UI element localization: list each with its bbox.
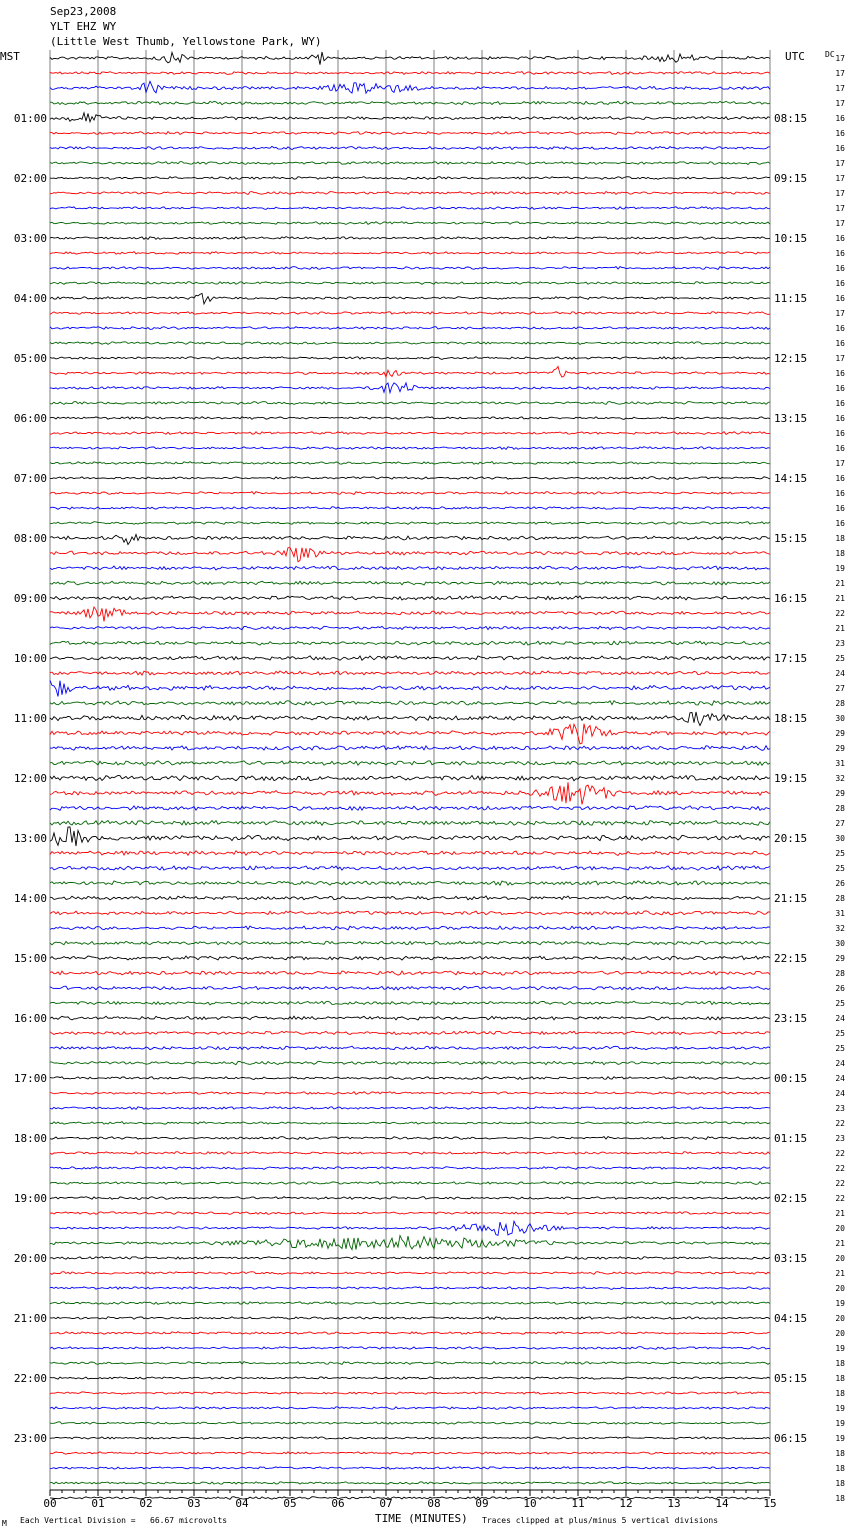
mst-label-18:00: 18:00 xyxy=(13,1132,47,1145)
trace-22 xyxy=(50,383,770,393)
dc-offset-12: 16 xyxy=(835,234,845,243)
utc-label-18:15: 18:15 xyxy=(774,712,808,725)
utc-label-12:15: 12:15 xyxy=(774,352,808,365)
trace-21 xyxy=(50,367,770,378)
trace-8 xyxy=(50,177,770,180)
dc-offset-34: 19 xyxy=(835,564,845,573)
trace-52 xyxy=(50,827,770,846)
trace-7 xyxy=(50,162,770,165)
mst-label-22:00: 22:00 xyxy=(13,1372,47,1385)
trace-67 xyxy=(50,1061,770,1064)
dc-offset-46: 29 xyxy=(835,744,845,753)
mst-label-13:00: 13:00 xyxy=(13,832,47,845)
dc-offset-81: 21 xyxy=(835,1269,845,1278)
trace-96 xyxy=(50,1497,770,1500)
dc-offset-28: 16 xyxy=(835,474,845,483)
trace-81 xyxy=(50,1272,770,1275)
trace-4 xyxy=(50,113,770,122)
dc-offset-37: 22 xyxy=(835,609,845,618)
dc-offset-19: 16 xyxy=(835,339,845,348)
utc-label-01:15: 01:15 xyxy=(774,1132,808,1145)
x-tick-label-03: 03 xyxy=(187,1497,201,1510)
dc-offset-27: 17 xyxy=(835,459,845,468)
trace-2 xyxy=(50,81,770,93)
dc-offset-2: 17 xyxy=(835,84,845,93)
x-tick-label-00: 00 xyxy=(43,1497,57,1510)
dc-offset-84: 20 xyxy=(835,1314,845,1323)
dc-offset-61: 28 xyxy=(835,969,845,978)
dc-offset-23: 16 xyxy=(835,399,845,408)
left-timezone-label: MST xyxy=(0,50,20,63)
dc-offset-55: 26 xyxy=(835,879,845,888)
mst-label-01:00: 01:00 xyxy=(13,112,47,125)
utc-label-10:15: 10:15 xyxy=(774,232,808,245)
dc-offset-20: 17 xyxy=(835,354,845,363)
dc-offset-82: 20 xyxy=(835,1284,845,1293)
station-location: (Little West Thumb, Yellowstone Park, WY) xyxy=(50,35,322,48)
dc-offset-18: 16 xyxy=(835,324,845,333)
trace-18 xyxy=(50,327,770,330)
trace-27 xyxy=(50,462,770,465)
dc-offset-39: 23 xyxy=(835,639,845,648)
dc-offset-62: 26 xyxy=(835,984,845,993)
trace-1 xyxy=(50,72,770,75)
trace-78 xyxy=(50,1221,770,1235)
trace-39 xyxy=(50,641,770,645)
trace-85 xyxy=(50,1332,770,1335)
trace-41 xyxy=(50,671,770,675)
trace-49 xyxy=(50,782,770,804)
footer-marker: M xyxy=(2,1519,7,1528)
dc-offset-71: 22 xyxy=(835,1119,845,1128)
dc-offset-76: 22 xyxy=(835,1194,845,1203)
dc-offset-47: 31 xyxy=(835,759,845,768)
x-tick-label-14: 14 xyxy=(715,1497,729,1510)
mst-label-09:00: 09:00 xyxy=(13,592,47,605)
clip-note: Traces clipped at plus/minus 5 vertical divisions xyxy=(482,1516,719,1525)
x-tick-label-12: 12 xyxy=(619,1497,633,1510)
trace-64 xyxy=(50,1016,770,1020)
x-tick-label-09: 09 xyxy=(475,1497,489,1510)
x-tick-label-07: 07 xyxy=(379,1497,393,1510)
x-tick-label-01: 01 xyxy=(91,1497,105,1510)
x-tick-label-02: 02 xyxy=(139,1497,153,1510)
trace-66 xyxy=(50,1046,770,1050)
x-tick-label-08: 08 xyxy=(427,1497,441,1510)
trace-36 xyxy=(50,596,770,600)
dc-offset-78: 20 xyxy=(835,1224,845,1233)
dc-offset-22: 16 xyxy=(835,384,845,393)
trace-0 xyxy=(50,52,770,65)
dc-offset-52: 30 xyxy=(835,834,845,843)
trace-59 xyxy=(50,941,770,945)
dc-offset-60: 29 xyxy=(835,954,845,963)
trace-11 xyxy=(50,222,770,225)
dc-offset-51: 27 xyxy=(835,819,845,828)
trace-53 xyxy=(50,851,770,856)
dc-offset-58: 32 xyxy=(835,924,845,933)
trace-51 xyxy=(50,821,770,826)
mst-label-10:00: 10:00 xyxy=(13,652,47,665)
trace-30 xyxy=(50,507,770,510)
dc-offset-29: 16 xyxy=(835,489,845,498)
dc-offset-77: 21 xyxy=(835,1209,845,1218)
trace-33 xyxy=(50,548,770,562)
plot-date: Sep23,2008 xyxy=(50,5,117,18)
trace-3 xyxy=(50,101,770,104)
trace-79 xyxy=(50,1236,770,1250)
trace-91 xyxy=(50,1422,770,1424)
mst-label-03:00: 03:00 xyxy=(13,232,47,245)
dc-offset-50: 28 xyxy=(835,804,845,813)
dc-offset-59: 30 xyxy=(835,939,845,948)
dc-offset-85: 20 xyxy=(835,1329,845,1338)
dc-offset-9: 17 xyxy=(835,189,845,198)
utc-label-14:15: 14:15 xyxy=(774,472,808,485)
utc-label-17:15: 17:15 xyxy=(774,652,808,665)
trace-72 xyxy=(50,1137,770,1140)
trace-28 xyxy=(50,477,770,480)
dc-offset-header: DC xyxy=(825,50,835,59)
mst-label-11:00: 11:00 xyxy=(13,712,47,725)
mst-label-21:00: 21:00 xyxy=(13,1312,47,1325)
trace-14 xyxy=(50,267,770,270)
x-tick-label-15: 15 xyxy=(763,1497,777,1510)
trace-6 xyxy=(50,146,770,149)
utc-label-03:15: 03:15 xyxy=(774,1252,808,1265)
x-tick-label-04: 04 xyxy=(235,1497,249,1510)
utc-label-09:15: 09:15 xyxy=(774,172,808,185)
trace-69 xyxy=(50,1092,770,1095)
dc-offset-53: 25 xyxy=(835,849,845,858)
mst-label-05:00: 05:00 xyxy=(13,352,47,365)
dc-offset-3: 17 xyxy=(835,99,845,108)
trace-16 xyxy=(50,293,770,304)
dc-offset-40: 25 xyxy=(835,654,845,663)
mst-label-15:00: 15:00 xyxy=(13,952,47,965)
dc-offset-15: 16 xyxy=(835,279,845,288)
trace-61 xyxy=(50,971,770,975)
mst-label-06:00: 06:00 xyxy=(13,412,47,425)
x-tick-label-13: 13 xyxy=(667,1497,681,1510)
vertical-scale-note: Each Vertical Division = 66.67 microvolts xyxy=(20,1516,228,1525)
mst-label-17:00: 17:00 xyxy=(13,1072,47,1085)
dc-offset-25: 16 xyxy=(835,429,845,438)
x-axis-title: TIME (MINUTES) xyxy=(375,1512,468,1525)
trace-70 xyxy=(50,1107,770,1110)
utc-label-23:15: 23:15 xyxy=(774,1012,808,1025)
dc-offset-79: 21 xyxy=(835,1239,845,1248)
trace-13 xyxy=(50,252,770,255)
dc-offset-56: 28 xyxy=(835,894,845,903)
trace-57 xyxy=(50,911,770,915)
x-tick-label-11: 11 xyxy=(571,1497,585,1510)
trace-65 xyxy=(50,1031,770,1035)
trace-34 xyxy=(50,566,770,570)
trace-42 xyxy=(50,680,770,696)
dc-offset-38: 21 xyxy=(835,624,845,633)
mst-label-16:00: 16:00 xyxy=(13,1012,47,1025)
trace-60 xyxy=(50,956,770,960)
dc-offset-91: 19 xyxy=(835,1419,845,1428)
dc-offset-63: 25 xyxy=(835,999,845,1008)
trace-74 xyxy=(50,1167,770,1170)
seismic-traces xyxy=(50,52,770,1499)
trace-20 xyxy=(50,357,770,360)
dc-offset-69: 24 xyxy=(835,1089,845,1098)
utc-label-05:15: 05:15 xyxy=(774,1372,808,1385)
dc-offset-values xyxy=(835,54,845,1503)
dc-offset-90: 19 xyxy=(835,1404,845,1413)
dc-offset-0: 17 xyxy=(835,54,845,63)
trace-15 xyxy=(50,282,770,285)
mst-label-23:00: 23:00 xyxy=(13,1432,47,1445)
utc-label-11:15: 11:15 xyxy=(774,292,808,305)
dc-offset-7: 17 xyxy=(835,159,845,168)
dc-offset-93: 18 xyxy=(835,1449,845,1458)
trace-56 xyxy=(50,896,770,900)
trace-93 xyxy=(50,1452,770,1455)
trace-29 xyxy=(50,492,770,495)
trace-92 xyxy=(50,1437,770,1439)
trace-23 xyxy=(50,402,770,405)
trace-38 xyxy=(50,626,770,629)
trace-54 xyxy=(50,866,770,870)
dc-offset-35: 21 xyxy=(835,579,845,588)
dc-offset-65: 25 xyxy=(835,1029,845,1038)
dc-offset-6: 16 xyxy=(835,144,845,153)
trace-88 xyxy=(50,1377,770,1379)
dc-offset-14: 16 xyxy=(835,264,845,273)
dc-offset-48: 32 xyxy=(835,774,845,783)
trace-31 xyxy=(50,522,770,525)
dc-offset-26: 16 xyxy=(835,444,845,453)
trace-9 xyxy=(50,192,770,195)
time-axis xyxy=(43,1490,776,1510)
utc-label-00:15: 00:15 xyxy=(774,1072,808,1085)
trace-40 xyxy=(50,656,770,660)
x-tick-label-06: 06 xyxy=(331,1497,345,1510)
mst-label-20:00: 20:00 xyxy=(13,1252,47,1265)
trace-12 xyxy=(50,237,770,240)
trace-19 xyxy=(50,342,770,345)
utc-label-04:15: 04:15 xyxy=(774,1312,808,1325)
x-tick-label-05: 05 xyxy=(283,1497,297,1510)
dc-offset-83: 19 xyxy=(835,1299,845,1308)
mst-label-07:00: 07:00 xyxy=(13,472,47,485)
dc-offset-74: 22 xyxy=(835,1164,845,1173)
dc-offset-49: 29 xyxy=(835,789,845,798)
trace-83 xyxy=(50,1302,770,1305)
dc-offset-24: 16 xyxy=(835,414,845,423)
trace-48 xyxy=(50,776,770,781)
dc-offset-1: 17 xyxy=(835,69,845,78)
dc-offset-4: 16 xyxy=(835,114,845,123)
dc-offset-44: 30 xyxy=(835,714,845,723)
mst-label-02:00: 02:00 xyxy=(13,172,47,185)
dc-offset-67: 24 xyxy=(835,1059,845,1068)
trace-68 xyxy=(50,1077,770,1080)
trace-43 xyxy=(50,701,770,706)
trace-25 xyxy=(50,432,770,435)
dc-offset-87: 18 xyxy=(835,1359,845,1368)
dc-offset-21: 16 xyxy=(835,369,845,378)
dc-offset-8: 17 xyxy=(835,174,845,183)
trace-55 xyxy=(50,881,770,885)
trace-37 xyxy=(50,607,770,621)
trace-82 xyxy=(50,1287,770,1290)
dc-offset-32: 18 xyxy=(835,534,845,543)
dc-offset-68: 24 xyxy=(835,1074,845,1083)
dc-offset-72: 23 xyxy=(835,1134,845,1143)
dc-offset-11: 17 xyxy=(835,219,845,228)
trace-84 xyxy=(50,1317,770,1320)
utc-label-19:15: 19:15 xyxy=(774,772,808,785)
right-timezone-label: UTC xyxy=(785,50,805,63)
trace-32 xyxy=(50,535,770,545)
dc-offset-17: 17 xyxy=(835,309,845,318)
utc-label-02:15: 02:15 xyxy=(774,1192,808,1205)
dc-offset-94: 18 xyxy=(835,1464,845,1473)
dc-offset-66: 25 xyxy=(835,1044,845,1053)
dc-offset-57: 31 xyxy=(835,909,845,918)
dc-offset-95: 18 xyxy=(835,1479,845,1488)
dc-offset-86: 19 xyxy=(835,1344,845,1353)
trace-76 xyxy=(50,1197,770,1200)
trace-75 xyxy=(50,1182,770,1185)
trace-45 xyxy=(50,724,770,744)
trace-86 xyxy=(50,1347,770,1350)
dc-offset-33: 18 xyxy=(835,549,845,558)
trace-50 xyxy=(50,806,770,811)
utc-label-08:15: 08:15 xyxy=(774,112,808,125)
mst-label-04:00: 04:00 xyxy=(13,292,47,305)
trace-17 xyxy=(50,312,770,315)
trace-10 xyxy=(50,207,770,210)
utc-label-21:15: 21:15 xyxy=(774,892,808,905)
time-gridlines xyxy=(50,50,770,1490)
trace-24 xyxy=(50,417,770,420)
dc-offset-96: 18 xyxy=(835,1494,845,1503)
utc-hour-labels xyxy=(774,112,807,1445)
mst-label-19:00: 19:00 xyxy=(13,1192,47,1205)
utc-label-20:15: 20:15 xyxy=(774,832,808,845)
trace-94 xyxy=(50,1467,770,1469)
utc-label-13:15: 13:15 xyxy=(774,412,808,425)
dc-offset-89: 18 xyxy=(835,1389,845,1398)
trace-44 xyxy=(50,712,770,726)
dc-offset-16: 16 xyxy=(835,294,845,303)
trace-87 xyxy=(50,1362,770,1365)
dc-offset-92: 19 xyxy=(835,1434,845,1443)
dc-offset-13: 16 xyxy=(835,249,845,258)
dc-offset-43: 28 xyxy=(835,699,845,708)
station-code: YLT EHZ WY xyxy=(50,20,117,33)
trace-26 xyxy=(50,447,770,450)
dc-offset-42: 27 xyxy=(835,684,845,693)
mst-hour-labels xyxy=(14,112,47,1445)
mst-label-14:00: 14:00 xyxy=(13,892,47,905)
dc-offset-70: 23 xyxy=(835,1104,845,1113)
trace-77 xyxy=(50,1212,770,1215)
dc-offset-88: 18 xyxy=(835,1374,845,1383)
dc-offset-36: 21 xyxy=(835,594,845,603)
mst-label-12:00: 12:00 xyxy=(13,772,47,785)
trace-73 xyxy=(50,1152,770,1155)
utc-label-06:15: 06:15 xyxy=(774,1432,808,1445)
trace-90 xyxy=(50,1407,770,1409)
trace-47 xyxy=(50,761,770,766)
trace-89 xyxy=(50,1392,770,1394)
mst-label-08:00: 08:00 xyxy=(13,532,47,545)
dc-offset-5: 16 xyxy=(835,129,845,138)
utc-label-22:15: 22:15 xyxy=(774,952,808,965)
trace-35 xyxy=(50,581,770,585)
trace-95 xyxy=(50,1482,770,1484)
dc-offset-80: 20 xyxy=(835,1254,845,1263)
trace-71 xyxy=(50,1122,770,1125)
dc-offset-64: 24 xyxy=(835,1014,845,1023)
dc-offset-45: 29 xyxy=(835,729,845,738)
dc-offset-75: 22 xyxy=(835,1179,845,1188)
x-tick-label-10: 10 xyxy=(523,1497,537,1510)
dc-offset-41: 24 xyxy=(835,669,845,678)
trace-5 xyxy=(50,132,770,135)
trace-63 xyxy=(50,1001,770,1005)
utc-label-16:15: 16:15 xyxy=(774,592,808,605)
trace-62 xyxy=(50,986,770,990)
dc-offset-54: 25 xyxy=(835,864,845,873)
dc-offset-10: 17 xyxy=(835,204,845,213)
utc-label-15:15: 15:15 xyxy=(774,532,808,545)
dc-offset-31: 16 xyxy=(835,519,845,528)
trace-80 xyxy=(50,1257,770,1260)
trace-46 xyxy=(50,746,770,751)
trace-58 xyxy=(50,926,770,930)
dc-offset-73: 22 xyxy=(835,1149,845,1158)
dc-offset-30: 16 xyxy=(835,504,845,513)
